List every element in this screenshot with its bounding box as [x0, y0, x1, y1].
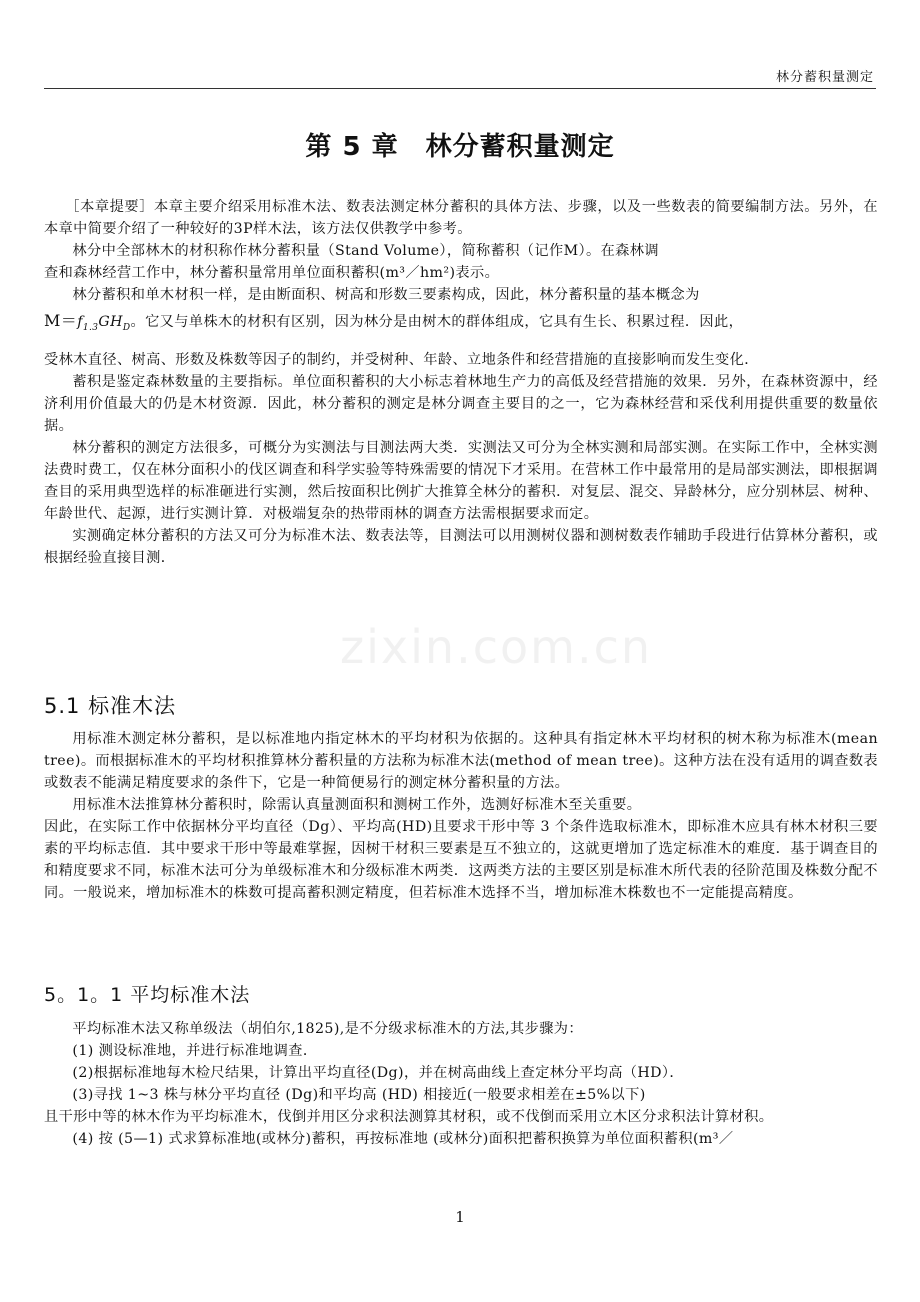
- step-2: (2)根据标准地每木检尺结果，计算出平均直径(Dg)，并在树高曲线上查定林分平均高（HD）．: [72, 1065, 685, 1081]
- section-5-1-body: [44, 728, 878, 904]
- section-5-1-paragraph-1: 用标准木测定林分蓄积，是以标准地内指定林木的平均材积为依据的。这种具有指定林木平均材积的树木称为标准木(mean tree)。而根据标准木的平均材积推算林分蓄积量的方法称为标准木法(method of mean tree)。这种方法在没有适用的调查数表或数表不能满足精度要求的条件下，它是一种简便易行的测定林分蓄积量的方法。: [44, 731, 878, 791]
- intro-paragraph-indicator: 蓄积是鉴定森林数量的主要指标。单位面积蓄积的大小标志着林地生产力的高低及经营措施的效果．另外，在森林资源中，经济利用价值最大的仍是木材资源．因此，林分蓄积的测定是林分调查主要目的之一，它为森林经营和采伐利用提供重要的数量依据。: [44, 373, 878, 434]
- section-5-1-1-body: [44, 1018, 878, 1150]
- page-number: 1: [455, 1208, 465, 1226]
- section-heading-5-1: 5.1 标准木法: [44, 694, 177, 718]
- step-3-cont: 且干形中等的林木作为平均标准木，伐倒并用区分求积法测算其材积，或不伐倒而采用立木区分求积法计算材积。: [44, 1109, 774, 1125]
- section-5-1-paragraph-3: 因此，在实际工作中依据林分平均直径（Dg）、平均高(HD)且要求干形中等 3 个条件选取标准木，即标准木应具有林木材积三要素的平均标志值．其中要求干形中等最难掌握，因树干材积三要素是互不独立的，这就更增加了选定标准木的难度．基于调查目的和精度要求不同，标准木法可分为单级标准木和分级标准木两类．这两类方法的主要区别是标准木所代表的径阶范围及株数分配不同。一般说来，增加标准木的株数可提高蓄积测定精度，但若标准木选择不当，增加标准木株数也不一定能提高精度。: [44, 819, 878, 901]
- running-header: 林分蓄积量测定: [775, 70, 874, 85]
- step-1: (1) 测设标准地，并进行标准地调查．: [72, 1043, 318, 1059]
- stand-volume-formula: $M=f_{1.3}GH_D$: [44, 311, 131, 333]
- intro-block: [44, 196, 878, 569]
- intro-paragraph-concept-cont: 受林木直径、树高、形数及株数等因子的制约，并受树种、年龄、立地条件和经营措施的直接影响而发生变化．: [44, 351, 759, 368]
- step-4: (4) 按 (5—1) 式求算标准地(或林分)蓄积，再按标准地 (或林分)面积把蓄积换算为单位面积蓄积(m³／: [72, 1131, 734, 1147]
- chapter-title: 第 5 章 林分蓄积量测定: [305, 132, 615, 162]
- intro-paragraph-approaches: 实测确定林分蓄积的方法又可分为标准木法、数表法等，目测法可以用测树仪器和测树数表作辅助手段进行估算林分蓄积，或根据经验直接目测．: [44, 527, 878, 566]
- intro-paragraph-concept: 林分蓄积和单木材积一样，是由断面积、树高和形数三要素构成，因此，林分蓄积量的基本概念为: [72, 287, 700, 303]
- method-intro: 平均标准木法又称单级法（胡伯尔,1825),是不分级求标准木的方法,其步骤为：: [72, 1021, 583, 1037]
- header-rule: [44, 88, 876, 89]
- chapter-summary: ［本章提要］本章主要介绍采用标准木法、数表法测定林分蓄积的具体方法、步骤，以及一些数表的简要编制方法。另外，在本章中简要介绍了一种较好的3P样木法，该方法仅供教学中参考。: [44, 199, 878, 237]
- section-heading-5-1-1: 5。1。1 平均标准木法: [44, 984, 251, 1006]
- intro-paragraph-definition-line2: 查和森林经营工作中，林分蓄积量常用单位面积蓄积(m³／hm²)表示。: [44, 265, 500, 281]
- section-5-1-paragraph-2: 用标准木法推算林分蓄积时，除需认真量测面积和测树工作外，选测好标准木至关重要。: [72, 797, 642, 813]
- formula-line: $M=f_{1.3}GH_D$。它又与单株木的材积有区别，因为林分是由树木的群体组成，它具有生长、积累过程．因此，: [44, 311, 744, 333]
- step-3: (3)寻找 1~3 株与林分平均直径 (Dg)和平均高 (HD) 相接近(一般要求相差在±5%以下): [72, 1087, 646, 1103]
- intro-paragraph-definition-line1: 林分中全部林木的材积称作林分蓄积量（Stand Volume），简称蓄积（记作M）。在森林调: [72, 243, 659, 259]
- intro-paragraph-methods: 林分蓄积的测定方法很多，可概分为实测法与目测法两大类．实测法又可分为全林实测和局部实测。在实际工作中，全林实测法费时费工，仅在林分面积小的伐区调查和科学实验等特殊需要的情况下才采用。在营林工作中最常用的是局部实测法，即根据调查目的采用典型选样的标准砸进行实测，然后按面积比例扩大推算全林分的蓄积．对复层、混交、异龄林分，应分别林层、树种、年龄世代、起源，进行实测计算．对极端复杂的热带雨林的调查方法需根据要求而定。: [44, 439, 878, 522]
- watermark: zixin.com.cn: [340, 620, 653, 674]
